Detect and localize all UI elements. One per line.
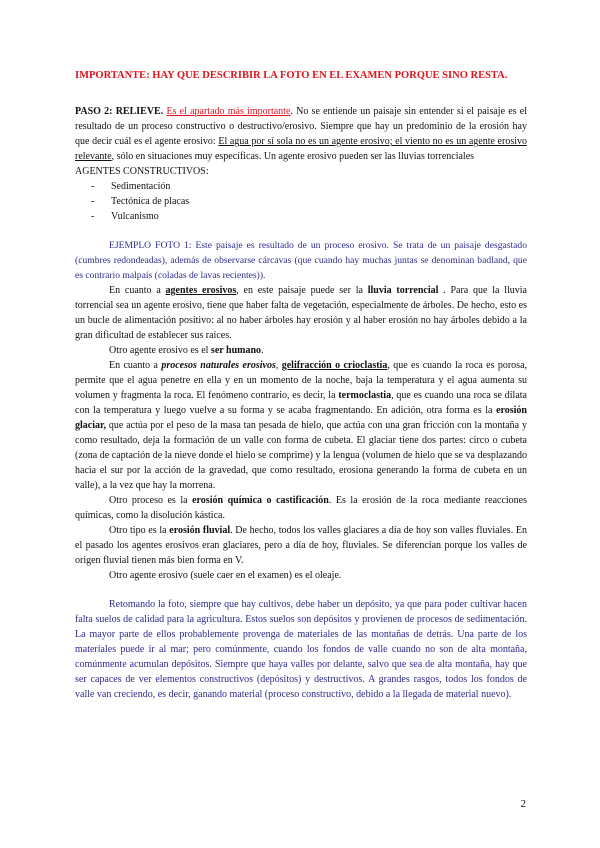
agentes-heading: AGENTES CONSTRUCTIVOS: [75, 166, 209, 177]
text-span: Otro agente erosivo es el [109, 345, 211, 356]
text-span: que actúa por el peso de la masa tan pesada de hielo, que actúa con una gran fricción con la montaña y como resultado, deja la formación de un valle con forma de cubeta. El glaciar tiene dos partes: circo o cubeta (zona de captación de la nieve donde el hielo se comprime) y la lengua (volumen de hielo que se va desplazando hacia el sur por la acción de la gravedad, que como resultado, erosiona generando la forma de cubeta en un valle), a la vez que hay la morrena. [75, 420, 527, 491]
bold-term: erosión glaciar, [75, 405, 527, 431]
list-item: - Vulcanismo [91, 209, 527, 224]
text-span: Otro tipo es la [109, 525, 170, 536]
quimica-paragraph [75, 493, 527, 523]
paso2-paragraph [75, 104, 527, 164]
paso2-highlight: Es el apartado más importante [166, 106, 291, 117]
fluvial-paragraph [75, 523, 527, 568]
text-span: En cuanto a [109, 285, 166, 296]
text-span: . [261, 345, 264, 356]
text-span: , que es cuando una roca se dilata con la temperatura y luego vuelve a su forma y se acaba fragmentando. En adición, otra forma es la [75, 390, 527, 416]
list-item: - Sedimentación [91, 179, 527, 194]
paso2-underlined: El agua por sí sola no es un agente erosivo; el viento no es un agente erosivo relevante [75, 136, 527, 162]
paso2-text: . No se entiende un paisaje sin entender si el paisaje es el resultado de un proceso constructivo o destructivo/erosivo. Siempre que hay un predominio de la erosión hay que decir cuál es el agente erosivo: [75, 106, 527, 147]
list-item: - Tectónica de placas [91, 194, 527, 209]
bold-term: termoclastia [338, 390, 392, 401]
paso2-label: PASO 2: RELIEVE. [75, 106, 164, 117]
text-span: Otro proceso es la [109, 495, 193, 506]
important-notice: IMPORTANTE: HAY QUE DESCRIBIR LA FOTO EN EL EXAMEN PORQUE SINO RESTA. [75, 70, 508, 81]
text-span: , que es cuando la roca es porosa, permite que el agua penetre en ella y en un momento de la noche, baja la temperatura y el agua aumenta su volumen y fragmenta la roca. El fenómeno contrario, es decir, la [75, 360, 528, 401]
bold-term: erosión química o castificación [192, 495, 329, 506]
ser-humano-paragraph [75, 343, 527, 358]
bold-term: ser humano [210, 345, 262, 356]
text-span: , [275, 360, 282, 371]
text-span: En cuanto a [109, 360, 162, 371]
spacer [75, 583, 527, 597]
procesos-paragraph [75, 358, 527, 493]
bold-term: gelifracción o crioclastia [281, 360, 388, 371]
ejemplo-paragraph: EJEMPLO FOTO 1: Este paisaje es resultado de un proceso erosivo. Se trata de un paisaje desgastado (cumbres redondeadas), además de observarse cárcavas (que cuando hay muchas juntas se denominan badland, que es contrario malpaís (coladas de lavas recientes)). [75, 240, 527, 281]
agentes-erosivos-paragraph [75, 283, 527, 343]
document-page [75, 68, 527, 702]
agentes-list [75, 179, 527, 224]
bold-term: erosión fluvial [169, 525, 231, 536]
paso2-text-end: , sólo en situaciones muy específicas. Un agente erosivo pueden ser las lluvias torrenciales [111, 151, 475, 162]
spacer [75, 224, 527, 238]
bold-term: lluvia torrencial [367, 285, 439, 296]
retomando-paragraph: Retomando la foto, siempre que hay cultivos, debe haber un depósito, ya que para poder cultivar hacen falta suelos de calidad para la agricultura. Estos suelos son depósitos y provienen de procesos de sedimentación. La mayor parte de ellos probablemente provenga de materiales de las montañas de detrás. Una parte de los materiales puede ir al mar; pero comúnmente, cuando los fondos de valle cuando no son de alta montaña, comúnmente acumulan depósitos. Siempre que haya valles por delante, salvo que sea de alta montaña, hay que ser capaces de ver elementos constructivos (depósitos) y destructivos. A grandes rasgos, todos los fondos de valle van creciendo, es decir, ganando material (proceso constructivo, debido a la llegada de material nuevo). [75, 599, 527, 700]
bold-term: procesos naturales erosivos [161, 360, 276, 371]
bold-term: agentes erosivos [165, 285, 237, 296]
page-number: 2 [520, 798, 526, 810]
text-span: . Para que la lluvia torrencial sea un agente erosivo, tiene que haber falta de vegetación, especialmente de árboles. De hecho, esto es un bucle de alimentación positivo: al no haber árboles hay erosión y al haber erosión no hay árboles debido a la gran dificultad de establecer sus raíces. [75, 285, 527, 341]
text-span: . Es la erosión de la roca mediante reacciones químicas, como la disolución kástica. [75, 495, 527, 521]
text-span: , en este paisaje puede ser la [236, 285, 368, 296]
text-span: . De hecho, todos los valles glaciares a día de hoy son valles fluviales. En el pasado los agentes erosivos eran glaciares, pero a día de hoy, fluviales. Se diferencian porque los valles de origen fluvial tienen más bien forma en V. [75, 525, 528, 566]
oleaje-paragraph: Otro agente erosivo (suele caer en el examen) es el oleaje. [109, 570, 342, 581]
